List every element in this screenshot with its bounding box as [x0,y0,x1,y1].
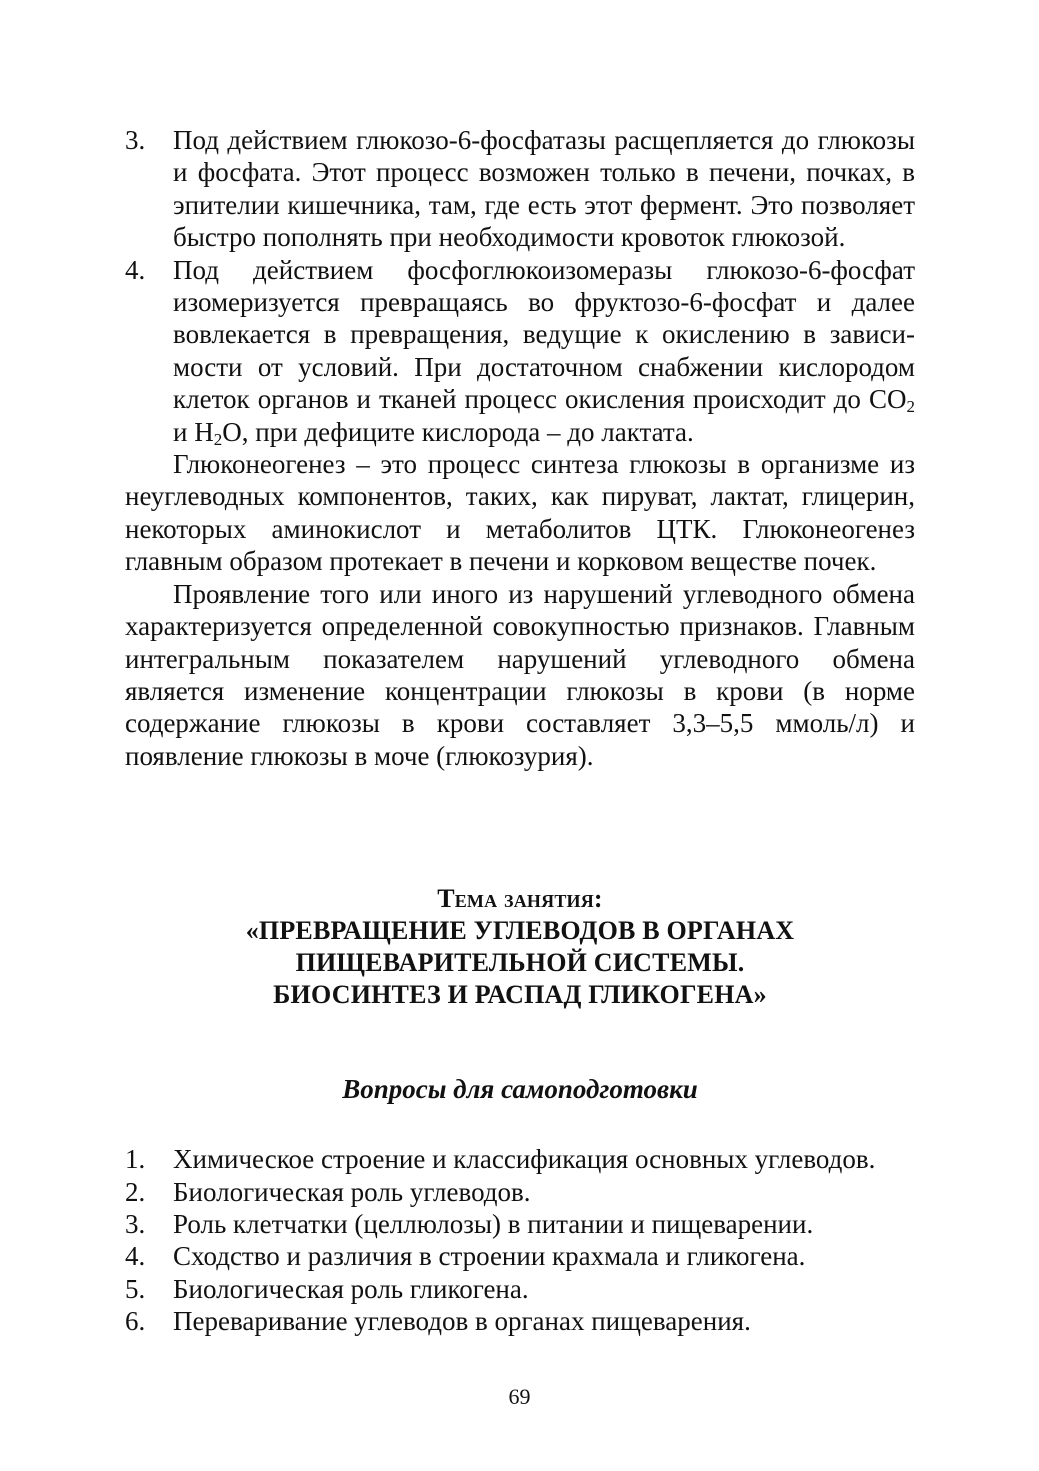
question-item [125,1208,915,1240]
section-title-line: ПИЩЕВАРИТЕЛЬНОЙ СИСТЕМЫ. [295,948,745,978]
list-item [125,124,915,254]
list-item-number: 4. [125,254,146,285]
question-item [125,1273,915,1305]
paragraph-gluconeogenesis: Глюконеогенез – это процесс синтеза глюкозы в организме из неуглеводных компонентов, таких, как пируват, лактат, глицерин, некоторых аминокислот и метаболитов ЦТК. Глюконеогенез главным образом протекает в печени и корковом веществе почек. [125,449,915,577]
question-text: Переваривание углеводов в органах пищеварения. [173,1306,751,1337]
section-title-line: «ПРЕВРАЩЕНИЕ УГЛЕВОДОВ В ОРГАНАХ [245,916,795,946]
questions-list [125,1143,915,1337]
question-number: 2. [125,1176,146,1207]
questions-heading: Вопросы для самоподготовки [342,1074,698,1105]
list-item-number: 3. [125,125,146,155]
question-item [125,1240,915,1272]
question-text: Сходство и различия в строении крахмала и гликогена. [173,1241,806,1272]
section-label: Тема занятия: [437,884,603,914]
question-number: 4. [125,1241,146,1272]
section-title-line: БИОСИНТЕЗ И РАСПАД ГЛИКОГЕНА» [273,980,767,1010]
list-item-text-part: O, при дефиците кислорода – до лактата. [222,416,694,447]
list-item-text-part: Под действием фосфоглюкоизомеразы глюкозо-6-фосфат изомеризуется превращаясь во фруктозо-6-фосфат и далее вовлекается в превращения, ведущие к окислению в зависимости от условий. При достаточном снабжении кислородом клеток органов и тканей процесс окисления происходит до [173,254,915,415]
list-item [125,254,915,448]
section-heading [125,883,915,1011]
question-text: Химическое строение и классификация основных углеводов. [173,1144,876,1175]
page-number: 69 [508,1384,531,1409]
formula-and-h: и H [173,416,214,447]
list-item-text: Под действием глюкозо-6-фосфатазы расщепляется до глюкозы и фосфата. Этот процесс возможен только в печени, почках, в эпителии кишечника, там, где есть этот фермент. Это позволяет быстро пополнять при необходимости кровоток глюкозой. [173,125,915,253]
question-text: Роль клетчатки (целлюлозы) в питании и пищеварении. [173,1208,814,1239]
question-item [125,1305,915,1337]
question-number: 3. [125,1208,146,1239]
formula-subscript: 2 [906,397,915,417]
question-number: 6. [125,1306,146,1337]
question-item [125,1176,915,1208]
question-text: Биологическая роль гликогена. [173,1273,529,1304]
question-number: 1. [125,1144,146,1175]
question-text: Биологическая роль углеводов. [173,1176,531,1207]
question-item [125,1143,915,1175]
formula-subscript: 2 [213,429,223,449]
formula-co: CO [868,384,907,415]
page-content [125,124,915,1338]
list-item-text [173,255,915,447]
paragraph-disorders: Проявление того или иного из нарушений углеводного обмена характеризуется определенной совокупностью признаков. Главным интегральным показателем нарушений углеводного обмена является изменение концентрации глюкозы в крови (в норме содержание глюкозы в крови составляет 3,3–5,5 ммоль/л) и появление глюкозы в моче (глюкозурия). [125,578,915,771]
question-number: 5. [125,1273,146,1304]
